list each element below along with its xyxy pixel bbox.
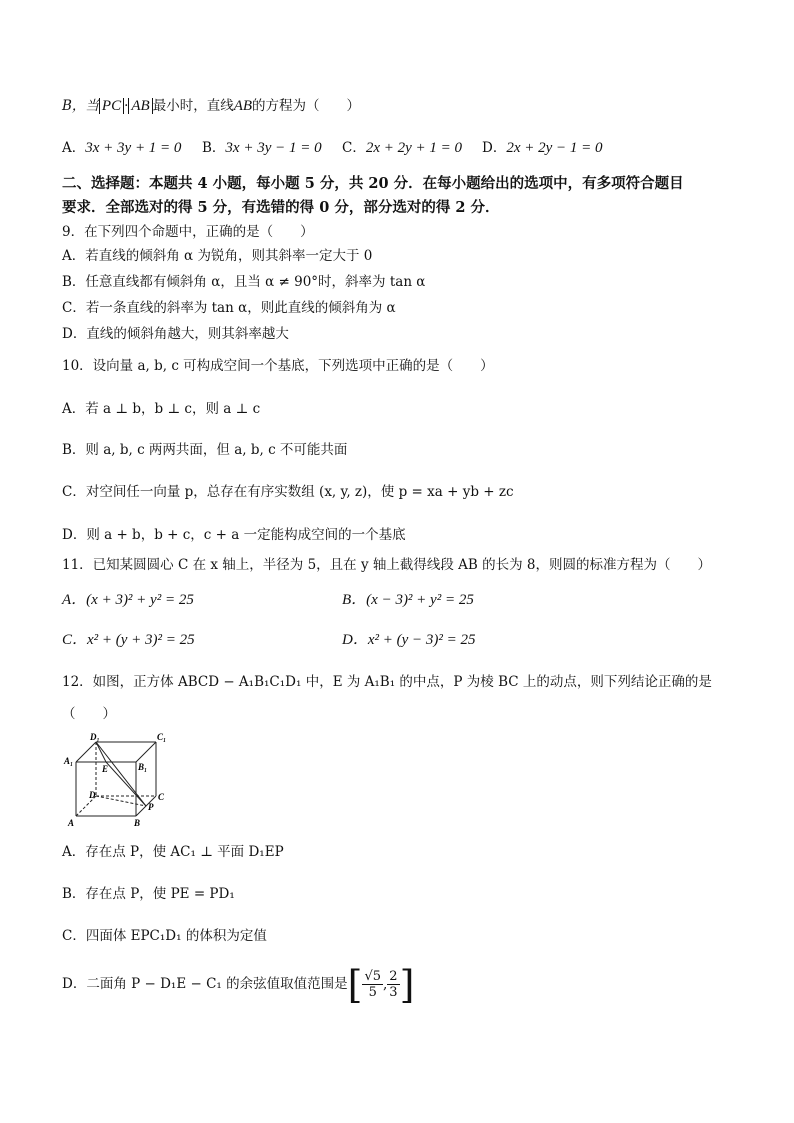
q8-stem-tail: B，当 PC · AB 最小时，直线AB的方程为（ ） [62,98,361,114]
q10-option-c[interactable]: C．对空间任一向量 p，总存在有序实数组 (x, y, z)，使 p = xa + yb + zc [62,484,514,500]
q8-option-b[interactable]: B．3x + 3y − 1 = 0 [202,140,322,156]
q8-option-a[interactable]: A．3x + 3y + 1 = 0 [62,140,182,156]
label-a1: A₁ [64,756,74,766]
section2-heading-line1: 二、选择题：本题共 4 小题，每小题 5 分，共 20 分．在每小题给出的选项中，有多项符合题目 [62,175,684,192]
q9-option-d: D．直线的倾斜角越大，则其斜率越大 [62,326,289,342]
line-d1e [96,742,106,762]
q10-option-a[interactable]: A．若 a ⊥ b，b ⊥ c，则 a ⊥ c [62,401,261,417]
label-p: P [148,802,154,812]
q12-option-d[interactable]: D．二面角 P − D₁E − C₁ 的余弦值取值范围是[ $\frac{√5}{5}$ , $\frac{2}{3}$ ] [62,962,415,1007]
q12-option-d-text: D．二面角 P − D₁E − C₁ 的余弦值取值范围是 [62,976,348,992]
pc-abs: PC [99,98,124,114]
q12-paren: （ ） [62,706,116,722]
q11-option-a[interactable]: A．(x + 3)² + y² = 25 [62,592,194,608]
label-b: B [134,818,141,828]
q12-stem: 12．如图，正方体 ABCD − A₁B₁C₁D₁ 中，E 为 A₁B₁ 的中点，P 为棱 BC 上的动点，则下列结论正确的是 [62,674,712,690]
q8-option-d[interactable]: D．2x + 2y − 1 = 0 [482,140,603,156]
cube-figure [62,730,172,830]
label-b1: B₁ [138,762,148,772]
q9-option-c[interactable]: C．若一条直线的斜率为 tan α，则此直线的倾斜角为 α [62,300,396,316]
q12-option-b[interactable]: B．存在点 P，使 PE = PD₁ [62,886,235,902]
q10-stem: 10．设向量 a, b, c 可构成空间一个基底，下列选项中正确的是（ ） [62,358,494,374]
q10-option-d[interactable]: D．则 a + b，b + c，c + a 一定能构成空间的一个基底 [62,527,406,543]
edge-b1c1 [136,742,156,762]
frac-2-over-3: $\frac{2}{3}$ [389,969,398,1000]
label-c1: C₁ [157,732,167,742]
q12-option-a[interactable]: A．存在点 P，使 AC₁ ⊥ 平面 D₁EP [62,844,284,860]
label-e: E [102,764,109,774]
label-a: A [68,818,75,828]
q9-option-a[interactable]: A．若直线的倾斜角 α 为锐角，则其斜率一定大于 0 [62,248,373,264]
section2-heading-line2: 要求．全部选对的得 5 分，有选错的得 0 分，部分选对的得 2 分． [62,199,500,216]
right-bracket: ] [399,962,415,1007]
frac-sqrt5-over-5: $\frac{√5}{5}$ [364,969,381,1000]
q12-option-c[interactable]: C．四面体 EPC₁D₁ 的体积为定值 [62,928,267,944]
q9-option-b[interactable]: B．任意直线都有倾斜角 α，且当 α ≠ 90°时，斜率为 tan α [62,274,426,290]
q11-stem: 11．已知某圆圆心 C 在 x 轴上，半径为 5，且在 y 轴上截得线段 AB 的长为 8，则圆的标准方程为（ ） [62,557,712,573]
label-d: D [89,790,96,800]
q11-option-d[interactable]: D．x² + (y − 3)² = 25 [342,632,476,648]
q9-stem: 9．在下列四个命题中，正确的是（ ） [62,224,314,240]
q10-option-b[interactable]: B．则 a, b, c 两两共面，但 a, b, c 不可能共面 [62,442,348,458]
q8-option-c[interactable]: C．2x + 2y + 1 = 0 [342,140,463,156]
ab-abs: AB [128,98,152,114]
left-bracket: [ [347,962,363,1007]
q11-option-c[interactable]: C．x² + (y + 3)² = 25 [62,632,195,648]
label-c: C [158,792,165,802]
label-d1: D₁ [90,732,100,742]
edge-a1d1 [76,742,96,762]
q11-option-b[interactable]: B．(x − 3)² + y² = 25 [342,592,474,608]
